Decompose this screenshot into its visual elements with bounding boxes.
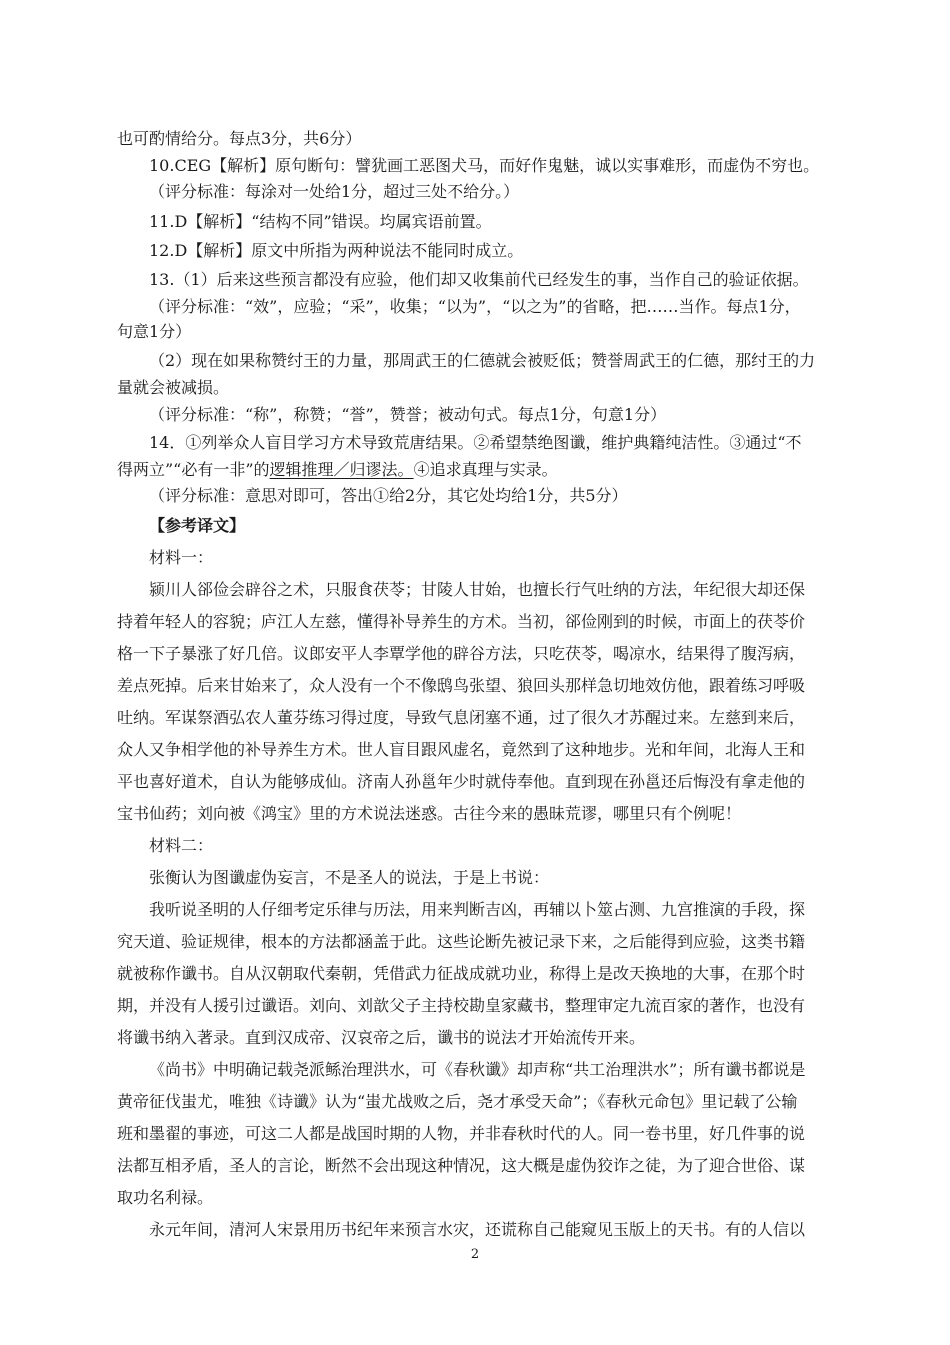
text-line: 《尚书》中明确记载尧派鲧治理洪水，可《春秋谶》却声称“共工治理洪水”；所有谶书都说是 — [149, 1060, 806, 1079]
scoring-note: （评分标准：意思对即可，答出①给2分，其它处均给1分，共5分） — [149, 486, 628, 505]
answer-13-2: （2）现在如果称赞纣王的力量，那周武王的仁德就会被贬低；赞誉周武王的仁德，那纣王的力 — [149, 351, 816, 370]
text-line: 平也喜好道术，自认为能够成仙。济南人孙邕年少时就侍奉他。直到现在孙邕还后悔没有拿走他的 — [117, 772, 806, 791]
text-line: 句意1分） — [117, 322, 192, 341]
answer-14: 14．①列举众人盲目学习方术导致荒唐结果。②希望禁绝图谶，维护典籍纯洁性。③通过“不 — [149, 433, 802, 452]
text-line: 也可酌情给分。每点3分，共6分） — [117, 129, 362, 148]
page-number: 2 — [470, 1247, 480, 1262]
answer-11: 11.D【解析】“结构不同”错误。均属宾语前置。 — [149, 212, 492, 231]
text-line: 取功名利禄。 — [117, 1188, 214, 1207]
text-line: 班和墨翟的事迹，可这二人都是战国时期的人物，并非春秋时代的人。同一卷书里，好几件事的说 — [117, 1124, 806, 1143]
text-line: 究天道、验证规律，根本的方法都涵盖于此。这些论断先被记录下来，之后能得到应验，这类书籍 — [117, 932, 806, 951]
text-line: 张衡认为图谶虚伪妄言，不是圣人的说法，于是上书说： — [149, 868, 550, 887]
section-heading: 【参考译文】 — [149, 516, 246, 535]
text-line: 吐纳。军谋祭酒弘农人董芬练习得过度，导致气息闭塞不通，过了很久才苏醒过来。左慈到来后， — [117, 708, 806, 727]
text-line: 我听说圣明的人仔细考定乐律与历法，用来判断吉凶，再辅以卜筮占测、九宫推演的手段，探 — [149, 900, 806, 919]
text-line: 就被称作谶书。自从汉朝取代秦朝，凭借武力征战成就功业，称得上是改天换地的大事，在那个时 — [117, 964, 806, 983]
text-line — [117, 460, 847, 480]
answer-13-1: 13.（1）后来这些预言都没有应验，他们却又收集前代已经发生的事，当作自己的验证依据。 — [149, 270, 809, 289]
text-line: 量就会被减损。 — [117, 378, 230, 397]
scoring-note: （评分标准：“效”，应验；“采”，收集；“以为”，“以之为”的省略，把……当作。每点1分， — [149, 297, 801, 316]
text-line: 法都互相矛盾，圣人的言论，断然不会出现这种情况，这大概是虚伪狡诈之徒，为了迎合世俗、谋 — [117, 1156, 806, 1175]
answer-12: 12.D【解析】原文中所指为两种说法不能同时成立。 — [149, 241, 524, 260]
underlined-text: 逻辑推理／归谬法。 — [269, 460, 414, 479]
scoring-note: （评分标准：“称”，称赞；“誉”，赞誉；被动句式。每点1分，句意1分） — [149, 405, 667, 424]
text-line: 将谶书纳入著录。直到汉成帝、汉哀帝之后，谶书的说法才开始流传开来。 — [117, 1028, 646, 1047]
text-line: 众人又争相学他的补导养生方术。世人盲目跟风虚名，竟然到了这种地步。光和年间，北海人王和 — [117, 740, 806, 759]
text-line: 黄帝征伐蚩尤，唯独《诗谶》认为“蚩尤战败之后，尧才承受天命”；《春秋元命包》里记载了公输 — [117, 1092, 798, 1111]
answer-10: 10.CEG【解析】原句断句：譬犹画工恶图犬马，而好作鬼魅，诚以实事难形，而虚伪不穷也。 — [149, 156, 820, 175]
scoring-note: （评分标准：每涂对一处给1分，超过三处不给分。） — [149, 182, 520, 201]
text-line: 格一下子暴涨了好几倍。议郎安平人李覃学他的辟谷方法，只吃茯苓，喝凉水，结果得了腹泻病， — [117, 644, 806, 663]
text-segment: ④追求真理与实录。 — [413, 460, 558, 479]
text-line: 期，并没有人援引过谶语。刘向、刘歆父子主持校勘皇家藏书，整理审定九流百家的著作，也没有 — [117, 996, 806, 1015]
text-line: 永元年间，清河人宋景用历书纪年来预言水灾，还谎称自己能窥见玉版上的天书。有的人信以 — [149, 1220, 806, 1239]
subheading: 材料一： — [149, 548, 214, 567]
text-line: 差点死掉。后来甘始来了，众人没有一个不像鸱鸟张望、狼回头那样急切地效仿他，跟着练习呼吸 — [117, 676, 806, 695]
text-line: 宝书仙药；刘向被《鸿宝》里的方术说法迷惑。古往今来的愚昧荒谬，哪里只有个例呢！ — [117, 804, 742, 823]
text-line: 颍川人郤俭会辟谷之术，只服食茯苓；甘陵人甘始，也擅长行气吐纳的方法，年纪很大却还保 — [149, 580, 806, 599]
text-segment: 得两立”“必有一非”的 — [117, 460, 270, 479]
text-line: 持着年轻人的容貌；庐江人左慈，懂得补导养生的方术。当初，郤俭刚到的时候，市面上的茯苓价 — [117, 612, 806, 631]
subheading: 材料二： — [149, 836, 214, 855]
